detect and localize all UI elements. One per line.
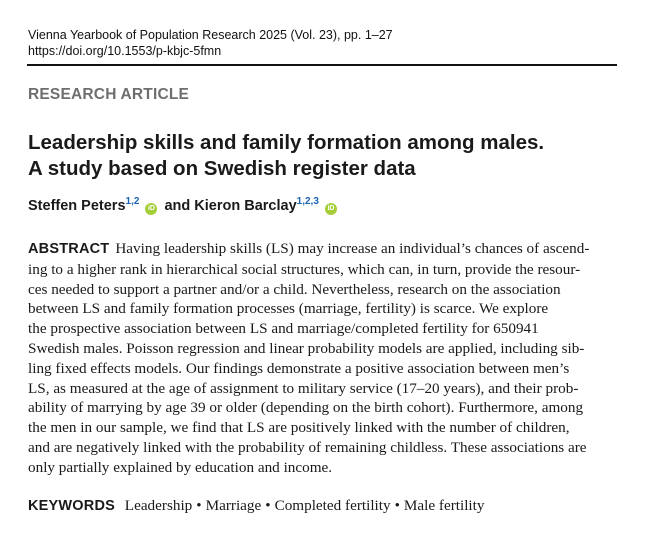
doi-link[interactable]: https://doi.org/10.1553/p-kbjc-5fmn [28, 44, 222, 58]
keyword: Marriage [205, 497, 262, 514]
abstract-line: and are negatively linked with the probability of remaining childless. These associations are [28, 438, 587, 456]
keyword-separator: • [394, 497, 400, 514]
abstract-line: ABSTRACT Having leadership skills (LS) may increase an individual’s chances of ascend- [28, 240, 590, 257]
author-name[interactable]: Kieron Barclay [194, 198, 297, 214]
title-line-2: A study based on Swedish register data [28, 157, 416, 180]
author-conjunction: and [164, 198, 191, 214]
abstract-line: the prospective association between LS and marriage/completed fertility for 650941 [28, 320, 539, 338]
keywords-label: KEYWORDS [28, 498, 115, 514]
keyword: Leadership [124, 497, 193, 514]
abstract-line: ces needed to support a partner and/or a child. Nevertheless, research on the association [28, 280, 561, 298]
keyword: Male fertility [403, 497, 485, 514]
author-affiliation: 1,2 [125, 196, 140, 207]
title-line-1: Leadership skills and family formation among males. [28, 131, 545, 154]
orcid-icon[interactable]: iD [325, 203, 337, 215]
keyword-separator: • [196, 497, 202, 514]
journal-citation: Vienna Yearbook of Population Research 2025 (Vol. 23), pp. 1–27 [28, 28, 393, 42]
abstract-line-last: only partially explained by education and income. [28, 458, 333, 476]
journal-header [28, 27, 393, 59]
author-list [28, 198, 340, 215]
keyword-separator: • [265, 497, 271, 514]
abstract-line: ability of marrying by age 39 or older (depending on the birth cohort). Furthermore, among [28, 399, 584, 417]
abstract-line: the men in our sample, we find that LS are positively linked with the number of children, [28, 419, 570, 437]
author-name[interactable]: Steffen Peters [28, 198, 126, 214]
abstract-label: ABSTRACT [28, 241, 110, 257]
abstract-line: LS, as measured at the age of assignment to military service (17–20 years), and their prob- [28, 379, 579, 397]
abstract [28, 239, 618, 478]
keywords [28, 497, 484, 515]
abstract-line: between LS and family formation processes (marriage, fertility) is scarce. We explore [28, 300, 549, 318]
orcid-icon[interactable]: iD [145, 203, 157, 215]
article-title [28, 130, 628, 182]
abstract-line: ling fixed effects models. Our findings demonstrate a positive association between men’s [28, 359, 570, 377]
article-type: RESEARCH ARTICLE [28, 86, 190, 103]
header-divider [27, 64, 617, 66]
keyword: Completed fertility [274, 497, 391, 514]
abstract-line: ing to a higher rank in hierarchical social structures, which can, in turn, provide the resour- [28, 260, 581, 278]
author-affiliation: 1,2,3 [296, 196, 319, 207]
abstract-line: Swedish males. Poisson regression and linear probability models are applied, including sib- [28, 339, 585, 357]
